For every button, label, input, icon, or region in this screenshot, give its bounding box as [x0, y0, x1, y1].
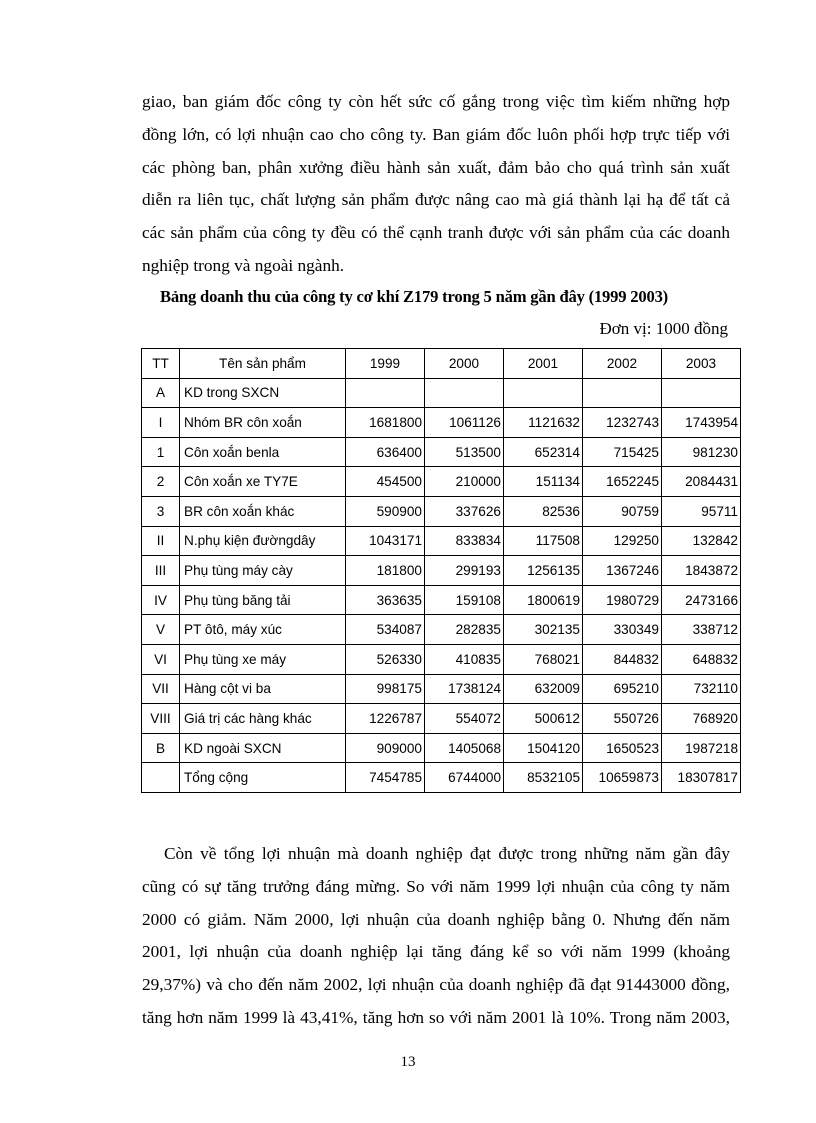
- cell-value-1999: 1681800: [346, 408, 425, 438]
- cell-product-name: Nhóm BR côn xoắn: [180, 408, 346, 438]
- table-row: [142, 437, 741, 467]
- cell-value-2003: [662, 378, 741, 408]
- cell-value-2001: 768021: [504, 644, 583, 674]
- cell-value-2001: 500612: [504, 704, 583, 734]
- table-row: [142, 408, 741, 438]
- column-header-2001: 2001: [504, 349, 583, 379]
- cell-product-name: Tổng cộng: [180, 763, 346, 793]
- cell-value-2000: 299193: [425, 556, 504, 586]
- cell-value-2003: 732110: [662, 674, 741, 704]
- text-line: nghiệp trong và ngoài ngành.: [142, 255, 345, 275]
- column-header-2000: 2000: [425, 349, 504, 379]
- cell-value-2001: 8532105: [504, 763, 583, 793]
- cell-value-2002: 90759: [583, 496, 662, 526]
- cell-value-2001: 151134: [504, 467, 583, 497]
- cell-value-2001: 117508: [504, 526, 583, 556]
- cell-tt: [142, 763, 180, 793]
- cell-product-name: Côn xoắn xe TY7E: [180, 467, 346, 497]
- cell-value-2003: 18307817: [662, 763, 741, 793]
- cell-tt: VII: [142, 674, 180, 704]
- cell-value-2002: 330349: [583, 615, 662, 645]
- cell-tt: VIII: [142, 704, 180, 734]
- cell-product-name: N.phụ kiện đườngdây: [180, 526, 346, 556]
- cell-value-2003: 768920: [662, 704, 741, 734]
- cell-value-1999: 526330: [346, 644, 425, 674]
- cell-value-2000: 1061126: [425, 408, 504, 438]
- cell-value-1999: 998175: [346, 674, 425, 704]
- text-line: cũng có sự tăng trưởng đáng mừng. So với năm 1999 lợi nhuận của công ty năm: [142, 876, 730, 896]
- cell-value-1999: 363635: [346, 585, 425, 615]
- cell-value-2001: 1121632: [504, 408, 583, 438]
- cell-value-2002: 1980729: [583, 585, 662, 615]
- cell-value-2000: 337626: [425, 496, 504, 526]
- cell-tt: 3: [142, 496, 180, 526]
- cell-value-2001: 1800619: [504, 585, 583, 615]
- text-line: các sản phẩm của công ty đều có thể cạnh tranh được với sản phẩm của các doanh: [142, 223, 730, 243]
- cell-value-2003: 1843872: [662, 556, 741, 586]
- table-row: [142, 644, 741, 674]
- cell-value-2002: 715425: [583, 437, 662, 467]
- cell-value-2001: 302135: [504, 615, 583, 645]
- table-row: [142, 467, 741, 497]
- cell-product-name: Hàng cột vi ba: [180, 674, 346, 704]
- cell-value-1999: 534087: [346, 615, 425, 645]
- cell-product-name: Phụ tùng băng tải: [180, 585, 346, 615]
- cell-value-1999: [346, 378, 425, 408]
- cell-value-2000: 410835: [425, 644, 504, 674]
- paragraph-profit: [142, 838, 730, 1035]
- column-header-2002: 2002: [583, 349, 662, 379]
- table-row: [142, 378, 741, 408]
- cell-tt: 2: [142, 467, 180, 497]
- column-header-2003: 2003: [662, 349, 741, 379]
- cell-tt: II: [142, 526, 180, 556]
- cell-value-2002: 129250: [583, 526, 662, 556]
- cell-value-2000: 282835: [425, 615, 504, 645]
- text-line: các phòng ban, phân xưởng điều hành sản xuất, đảm bảo cho quá trình sản xuất: [142, 157, 730, 177]
- table-row: [142, 615, 741, 645]
- cell-tt: 1: [142, 437, 180, 467]
- text-line: Còn về tổng lợi nhuận mà doanh nghiệp đạt được trong những năm gần đây: [164, 844, 730, 863]
- cell-product-name: Giá trị các hàng khác: [180, 704, 346, 734]
- paragraph-intro: [142, 86, 730, 283]
- page-number: 13: [400, 1054, 416, 1070]
- cell-value-2002: 550726: [583, 704, 662, 734]
- cell-value-2002: 844832: [583, 644, 662, 674]
- cell-value-1999: 636400: [346, 437, 425, 467]
- cell-value-2000: 513500: [425, 437, 504, 467]
- cell-value-2000: 1405068: [425, 733, 504, 763]
- text-line: 2000 có giảm. Năm 2000, lợi nhuận của doanh nghiệp bằng 0. Nhưng đến năm: [142, 909, 730, 929]
- cell-value-2002: 1367246: [583, 556, 662, 586]
- cell-tt: V: [142, 615, 180, 645]
- table-body: [142, 378, 741, 792]
- cell-value-2002: 1650523: [583, 733, 662, 763]
- cell-tt: B: [142, 733, 180, 763]
- table-row: [142, 674, 741, 704]
- cell-value-2003: 2084431: [662, 467, 741, 497]
- cell-value-2001: 1504120: [504, 733, 583, 763]
- cell-product-name: KD ngoài SXCN: [180, 733, 346, 763]
- cell-value-2003: 648832: [662, 644, 741, 674]
- text-line: 29,37%) và cho đến năm 2002, lợi nhuận của doanh nghiệp đã đạt 91443000 đồng,: [142, 975, 730, 995]
- cell-value-2003: 95711: [662, 496, 741, 526]
- cell-value-2003: 132842: [662, 526, 741, 556]
- cell-product-name: Côn xoắn benla: [180, 437, 346, 467]
- cell-value-2002: 1232743: [583, 408, 662, 438]
- table-row: [142, 585, 741, 615]
- cell-value-2002: [583, 378, 662, 408]
- cell-value-1999: 1226787: [346, 704, 425, 734]
- cell-value-2002: 10659873: [583, 763, 662, 793]
- cell-value-2001: 652314: [504, 437, 583, 467]
- cell-value-2000: [425, 378, 504, 408]
- cell-value-2003: 981230: [662, 437, 741, 467]
- cell-value-2000: 1738124: [425, 674, 504, 704]
- cell-value-2003: 1987218: [662, 733, 741, 763]
- table-header-row: [142, 349, 741, 379]
- table-row: [142, 704, 741, 734]
- cell-value-1999: 1043171: [346, 526, 425, 556]
- cell-value-2003: 1743954: [662, 408, 741, 438]
- cell-value-1999: 181800: [346, 556, 425, 586]
- cell-value-2001: 1256135: [504, 556, 583, 586]
- column-header-tt: TT: [142, 349, 180, 379]
- cell-tt: IV: [142, 585, 180, 615]
- table-row: [142, 556, 741, 586]
- table-row: [142, 526, 741, 556]
- table-row: [142, 496, 741, 526]
- cell-product-name: PT ôtô, máy xúc: [180, 615, 346, 645]
- cell-value-2000: 554072: [425, 704, 504, 734]
- cell-value-1999: 454500: [346, 467, 425, 497]
- cell-value-2001: [504, 378, 583, 408]
- cell-value-2000: 210000: [425, 467, 504, 497]
- cell-value-2000: 159108: [425, 585, 504, 615]
- cell-value-2003: 338712: [662, 615, 741, 645]
- text-line: giao, ban giám đốc công ty còn hết sức cố gắng trong việc tìm kiếm những hợp: [142, 92, 730, 111]
- cell-product-name: BR côn xoắn khác: [180, 496, 346, 526]
- cell-product-name: KD trong SXCN: [180, 378, 346, 408]
- cell-value-2002: 695210: [583, 674, 662, 704]
- unit-note: Đơn vị: 1000 đồng: [599, 319, 728, 338]
- cell-value-1999: 590900: [346, 496, 425, 526]
- cell-value-2002: 1652245: [583, 467, 662, 497]
- cell-product-name: Phụ tùng xe máy: [180, 644, 346, 674]
- table-row: [142, 733, 741, 763]
- cell-value-2000: 833834: [425, 526, 504, 556]
- table-row: [142, 763, 741, 793]
- text-line: đồng lớn, có lợi nhuận cao cho công ty. Ban giám đốc luôn phối hợp trực tiếp với: [142, 124, 730, 144]
- revenue-table: [141, 348, 741, 793]
- cell-tt: I: [142, 408, 180, 438]
- text-line: tăng hơn năm 1999 là 43,41%, tăng hơn so với năm 2001 là 10%. Trong năm 2003,: [142, 1007, 730, 1027]
- table-title: Bảng doanh thu của công ty cơ khí Z179 trong 5 năm gần đây (1999 2003): [160, 287, 668, 306]
- cell-tt: VI: [142, 644, 180, 674]
- cell-value-2001: 632009: [504, 674, 583, 704]
- cell-tt: III: [142, 556, 180, 586]
- text-line: diễn ra liên tục, chất lượng sản phẩm được nâng cao mà giá thành lại hạ để tất cả: [142, 190, 730, 210]
- column-header-1999: 1999: [346, 349, 425, 379]
- cell-tt: A: [142, 378, 180, 408]
- cell-product-name: Phụ tùng máy cày: [180, 556, 346, 586]
- cell-value-2003: 2473166: [662, 585, 741, 615]
- cell-value-1999: 909000: [346, 733, 425, 763]
- text-line: 2001, lợi nhuận của doanh nghiệp lại tăng đáng kể so với năm 1999 (khoảng: [142, 942, 730, 962]
- cell-value-2000: 6744000: [425, 763, 504, 793]
- column-header-product: Tên sản phẩm: [180, 349, 346, 379]
- cell-value-2001: 82536: [504, 496, 583, 526]
- cell-value-1999: 7454785: [346, 763, 425, 793]
